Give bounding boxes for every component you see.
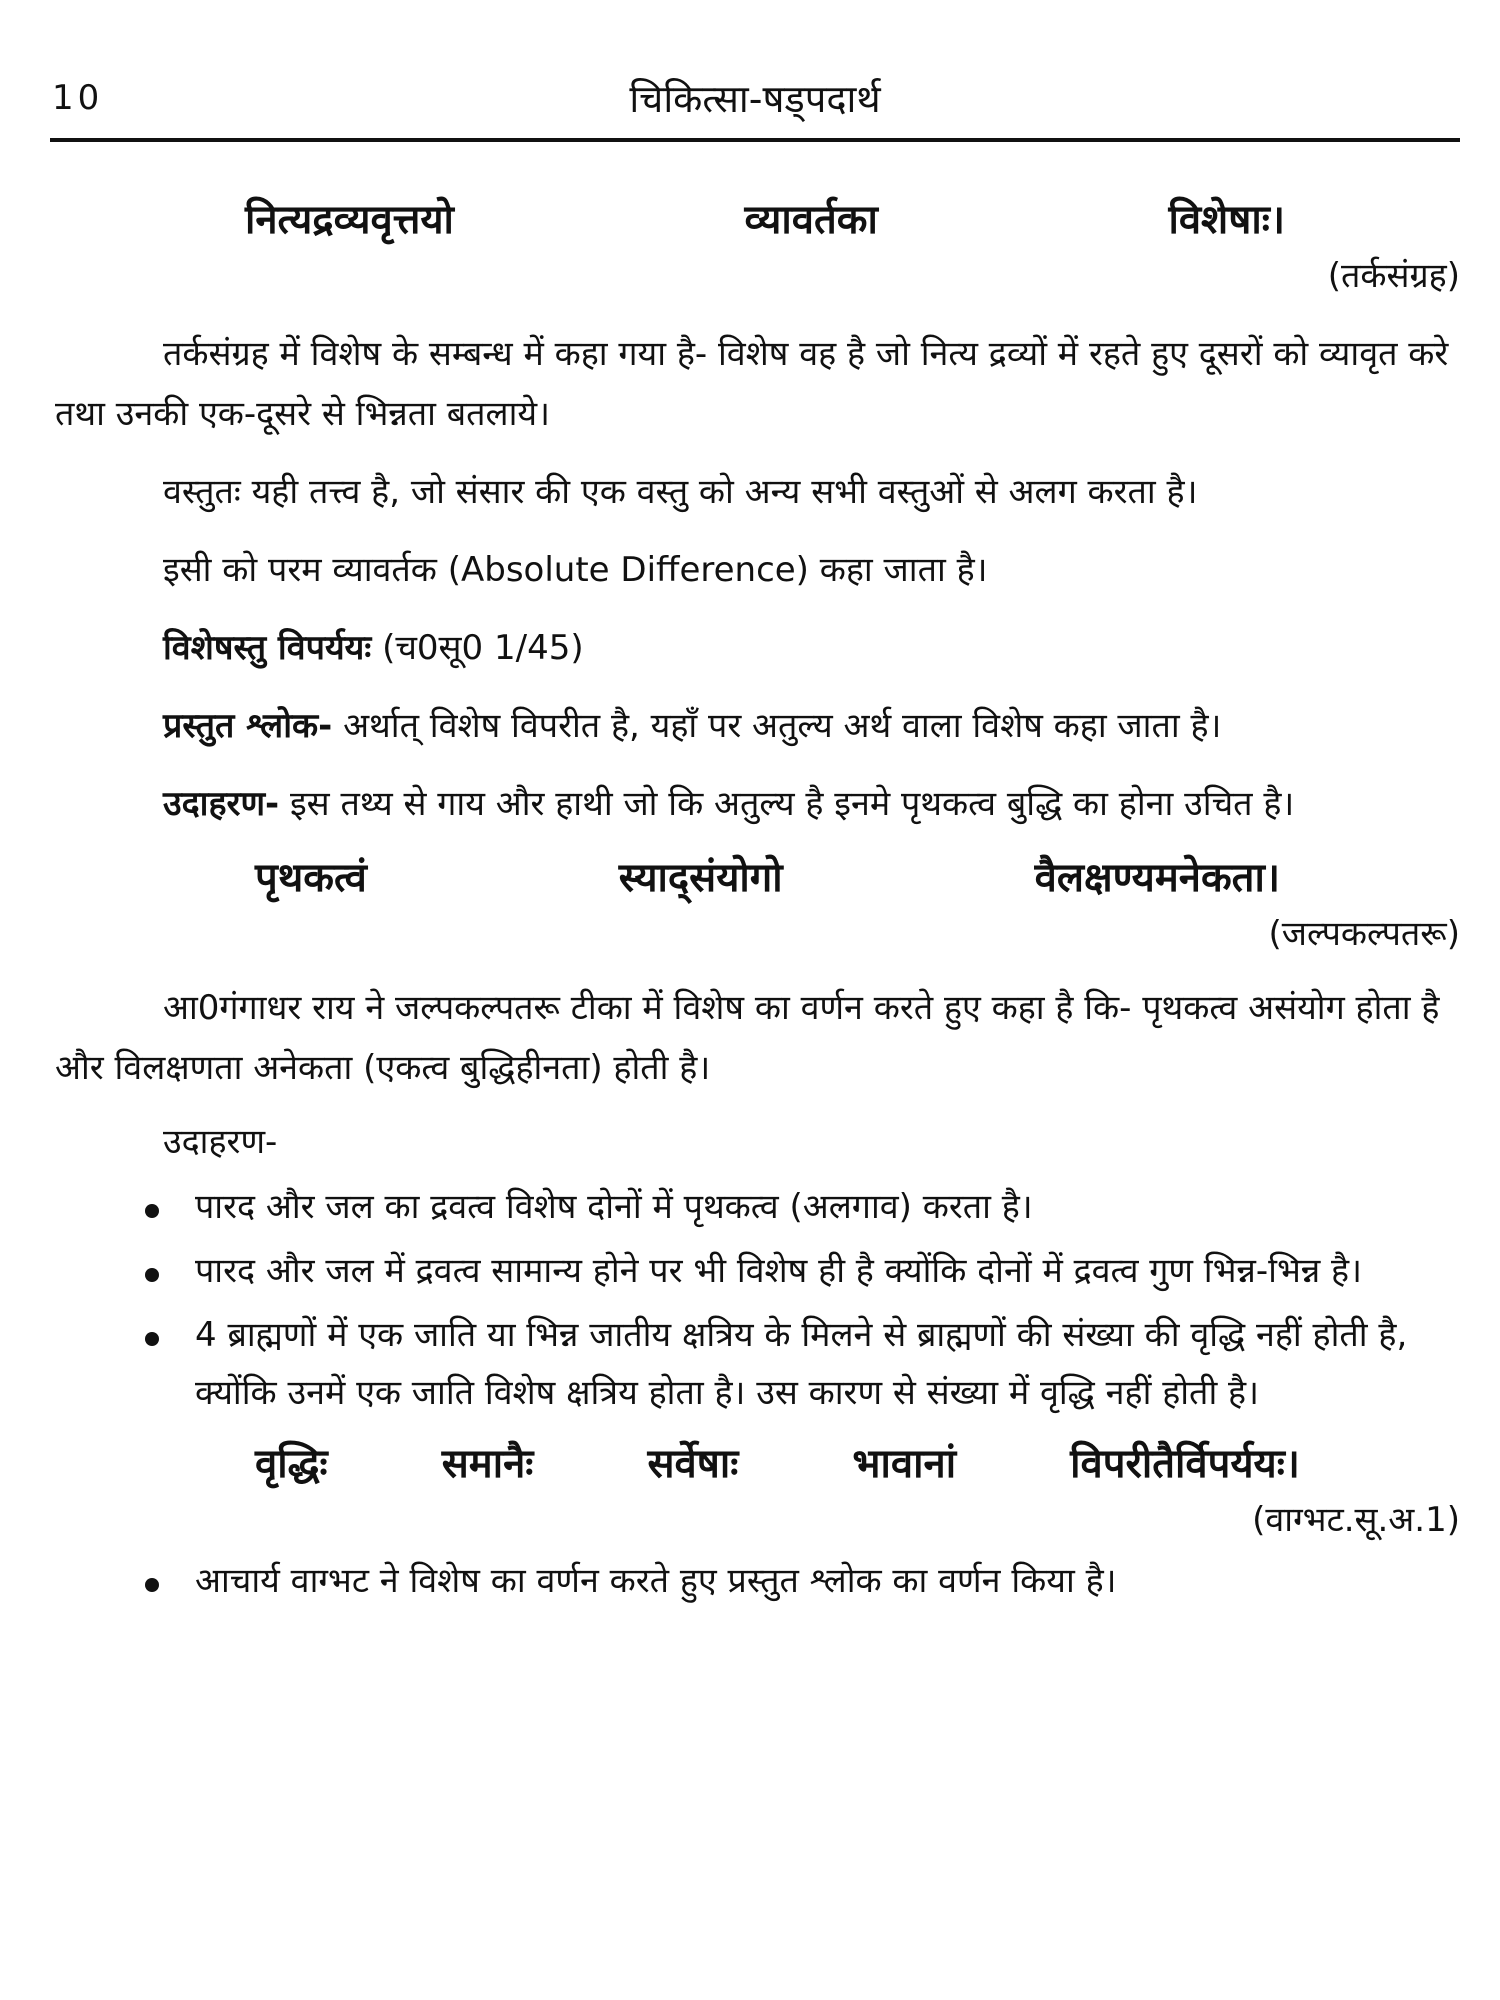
vagbhata-list <box>55 1552 1460 1610</box>
verse-jalpakalpataru <box>55 848 1460 908</box>
verse-word: विपरीतैर्विपर्ययः। <box>1070 1441 1300 1487</box>
running-title: चिकित्सा-षड्पदार्थ <box>629 77 881 121</box>
page-body <box>55 190 1460 1610</box>
verse-word: सर्वेषाः <box>647 1441 739 1487</box>
list-item-text: पारद और जल का द्रवत्व विशेष दोनों में पृथकत्व (अलगाव) करता है। <box>195 1187 1033 1227</box>
list-item <box>55 1306 1460 1422</box>
header-rule <box>50 138 1460 142</box>
verse-word: वृद्धिः <box>255 1441 328 1487</box>
paragraph <box>55 774 1460 834</box>
paragraph-text: अर्थात् विशेष विपरीत है, यहाँ पर अतुल्य अर्थ वाला विशेष कहा जाता है। <box>332 706 1222 746</box>
paragraph-label: उदाहरण- <box>163 784 280 824</box>
verse-word: व्यावर्तका <box>744 197 878 243</box>
paragraph <box>55 618 1460 678</box>
examples-list <box>55 1178 1460 1422</box>
verse-vagbhata <box>55 1434 1460 1494</box>
verse-word: वैलक्षण्यमनेकता। <box>1034 855 1280 901</box>
bullet-icon <box>145 1268 159 1282</box>
examples-label: उदाहरण- <box>163 1122 278 1162</box>
paragraph: आ0गंगाधर राय ने जल्पकल्पतरू टीका में विशेष का वर्णन करते हुए कहा है कि- पृथकत्व असंयोग होता है और विलक्षणता अनेकता (एकत्व बुद्धिहीनता) होती है। <box>55 988 1440 1088</box>
paragraph-label: विशेषस्तु विपर्ययः <box>163 628 372 668</box>
bullet-icon <box>145 1578 159 1592</box>
page-header <box>50 70 1460 140</box>
verse-source: (तर्कसंग्रह) <box>1327 256 1460 296</box>
paragraph-text: इस तथ्य से गाय और हाथी जो कि अतुल्य है इनमे पृथकत्व बुद्धि का होना उचित है। <box>279 784 1295 824</box>
verse-tarkasangraha <box>55 190 1460 250</box>
paragraph: तर्कसंग्रह में विशेष के सम्बन्ध में कहा गया है- विशेष वह है जो नित्य द्रव्यों में रहते हुए दूसरों को व्यावृत करे तथा उनकी एक-दूसरे से भिन्नता बतलाये। <box>55 334 1449 434</box>
list-item <box>55 1552 1460 1610</box>
verse-word: समानैः <box>441 1441 534 1487</box>
paragraph <box>55 696 1460 756</box>
list-item-text: पारद और जल में द्रवत्व सामान्य होने पर भी विशेष ही है क्योंकि दोनों में द्रवत्व गुण भिन्न-भिन्न है। <box>195 1251 1362 1291</box>
list-item <box>55 1242 1460 1300</box>
verse-word: भावानां <box>852 1441 957 1487</box>
bullet-icon <box>145 1204 159 1218</box>
paragraph: वस्तुतः यही तत्त्व है, जो संसार की एक वस्तु को अन्य सभी वस्तुओं से अलग करता है। <box>163 472 1198 512</box>
verse-word: नित्यद्रव्यवृत्तयो <box>245 197 454 243</box>
list-item <box>55 1178 1460 1236</box>
list-item-text: 4 ब्राह्मणों में एक जाति या भिन्न जातीय क्षत्रिय के मिलने से ब्राह्मणों की संख्या की वृद्धि नहीं होती है, क्योंकि उनमें एक जाति विशेष क्षत्रिय होता है। उस कारण से संख्या में वृद्धि नहीं होती है। <box>195 1315 1408 1413</box>
paragraph-text: (च0सू0 1/45) <box>371 628 584 668</box>
paragraph-label: प्रस्तुत श्लोक- <box>163 706 333 746</box>
bullet-icon <box>145 1332 159 1346</box>
verse-word: स्याद्संयोगो <box>618 855 783 901</box>
page-number: 10 <box>52 78 104 118</box>
verse-word: पृथकत्वं <box>255 855 367 901</box>
verse-source: (वाग्भट.सू.अ.1) <box>1252 1500 1460 1540</box>
list-item-text: आचार्य वाग्भट ने विशेष का वर्णन करते हुए प्रस्तुत श्लोक का वर्णन किया है। <box>195 1561 1117 1601</box>
paragraph: इसी को परम व्यावर्तक (Absolute Difference) कहा जाता है। <box>163 550 988 590</box>
verse-source: (जल्पकल्पतरू) <box>1268 914 1460 954</box>
verse-word: विशेषाः। <box>1168 197 1285 243</box>
